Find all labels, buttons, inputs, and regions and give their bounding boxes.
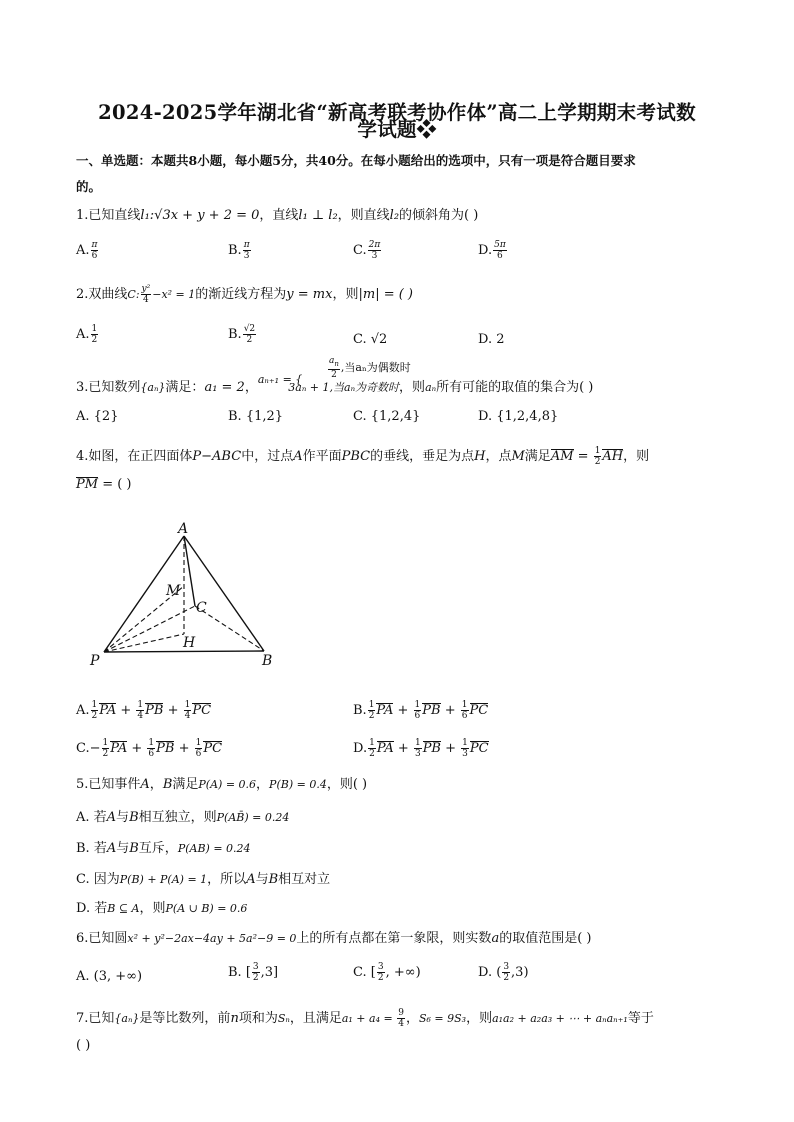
q4-c-c1-num: 1 — [102, 738, 109, 748]
q5-c-4: A — [246, 872, 256, 887]
q5-c-5: 与 — [255, 872, 269, 887]
q3-text-1: 3.已知数列 — [76, 380, 141, 395]
q5-d-2: B ⊆ A — [107, 902, 140, 915]
q4-a-c1-den: 2 — [91, 711, 98, 721]
q4-b-c1-num: 1 — [368, 700, 375, 710]
q5-option-c[interactable] — [76, 871, 330, 889]
q4-a-v1: PA — [99, 703, 117, 718]
q2-frac-num: y² — [141, 284, 151, 294]
edge-ac — [184, 536, 195, 606]
q5-text-5: ，则( ) — [326, 777, 368, 792]
q4-option-d-label: D. — [353, 741, 368, 756]
q6-c-post: , +∞) — [385, 965, 421, 980]
q1-option-a-den: 6 — [91, 251, 98, 261]
q7-text-6: ，则 — [466, 1011, 493, 1026]
q3-option-d[interactable]: D. {1,2,4,8} — [478, 409, 559, 424]
q4-point-h: H — [474, 449, 486, 464]
q4-half-den: 2 — [594, 457, 601, 467]
question-1 — [76, 207, 478, 225]
q2-option-b-label: B. — [228, 327, 242, 342]
q4-text-3: 作平面 — [302, 449, 342, 464]
q1-option-c-label: C. — [353, 243, 367, 258]
q6-option-b[interactable] — [228, 962, 278, 983]
q4-c-v3: PC — [203, 741, 223, 756]
q2-abs-m: |m| = ( ) — [358, 287, 414, 302]
q5-a-3: 与 — [116, 810, 130, 825]
q2-equation-rest: −x² = 1 — [152, 288, 196, 301]
q5-a-2: A — [106, 810, 117, 825]
q5-event-a: A — [140, 777, 150, 792]
q2-text-2: 的渐近线方程为 — [195, 287, 287, 302]
q4-text-1: 4.如图，在正四面体 — [76, 449, 193, 464]
q3-case-even-num-sub: n — [334, 359, 339, 368]
q7-text-2: 是等比数列，前 — [139, 1011, 231, 1026]
q1-option-b[interactable] — [228, 240, 252, 261]
q4-c-v1: PA — [110, 741, 128, 756]
q2-option-b-den: 2 — [246, 335, 253, 345]
q2-option-b[interactable] — [228, 324, 257, 345]
q5-text-3: 满足 — [172, 777, 199, 792]
q6-c-label: C. — [353, 965, 367, 980]
q7-frac-den: 4 — [398, 1019, 404, 1029]
q3-case-even — [327, 356, 411, 380]
q3-text-4: ，则 — [399, 380, 426, 395]
q4-d-c2-den: 3 — [414, 749, 421, 759]
q3-case-even-den: 2 — [331, 369, 337, 380]
q4-equals: = — [573, 449, 593, 464]
q3-a1: a₁ = 2 — [204, 380, 245, 395]
q2-option-a-den: 2 — [91, 335, 98, 345]
q7-frac-num: 9 — [398, 1008, 404, 1018]
q6-circle-equation: x² + y²−2ax−4ay + 5a²−9 = 0 — [127, 932, 297, 945]
label-a: A — [178, 521, 189, 537]
q5-text-2: ， — [149, 777, 163, 792]
q1-option-a[interactable] — [76, 240, 99, 261]
q6-param-a: a — [491, 931, 500, 946]
q3-text-5: 所有可能的取值的集合为( ) — [436, 380, 594, 395]
q1-text-1: 1.已知直线 — [76, 208, 141, 223]
q4-a-c2-num: 1 — [137, 700, 144, 710]
q6-option-d[interactable] — [478, 962, 529, 983]
q5-b-6: P(AB) = 0.24 — [177, 842, 251, 855]
q4-plane-pbc: PBC — [341, 449, 371, 464]
q5-b-5: 互斥， — [138, 841, 178, 856]
q4-point-m: M — [511, 449, 525, 464]
q5-a-1: A. 若 — [76, 810, 107, 825]
q4-a-c3-den: 4 — [184, 711, 191, 721]
q7-sequence: {aₙ} — [114, 1012, 140, 1025]
q2-frac-den: 4 — [143, 295, 149, 305]
exam-title-line-2-text: 学试题❖ — [357, 118, 437, 141]
label-c: C — [196, 600, 207, 616]
q7-text-5: ， — [405, 1011, 419, 1026]
label-m: M — [166, 583, 181, 599]
question-5 — [76, 776, 367, 794]
q1-option-b-den: 3 — [243, 251, 250, 261]
q4-half-num: 1 — [594, 446, 601, 456]
q5-prob-a: P(A) = 0.6 — [198, 778, 257, 791]
q5-option-a[interactable] — [76, 809, 289, 827]
q2-option-a-num: 1 — [91, 324, 98, 334]
q5-c-2: P(B) + P(A) = 1 — [119, 873, 208, 886]
q4-b-c3-den: 6 — [461, 711, 468, 721]
q6-d-den: 2 — [503, 973, 510, 983]
q4-c-c3-den: 6 — [195, 749, 202, 759]
q1-option-d-label: D. — [478, 243, 493, 258]
q2-asymptote: y = mx — [286, 287, 333, 302]
q1-text-3: ，则直线 — [337, 208, 390, 223]
q5-text-1: 5.已知事件 — [76, 777, 141, 792]
q5-a-5: 相互独立，则 — [138, 810, 217, 825]
q5-event-b: B — [162, 777, 173, 792]
q6-option-a[interactable]: A. (3, +∞) — [76, 969, 143, 984]
q3-an: aₙ — [425, 381, 437, 394]
exam-title-line-2 — [40, 114, 754, 142]
q5-a-4: B — [129, 810, 139, 825]
edge-pb — [104, 651, 264, 652]
q5-c-6: B — [268, 872, 279, 887]
label-p: P — [90, 653, 100, 669]
question-6 — [76, 930, 591, 948]
q3-case-odd: 3aₙ + 1,当aₙ为奇数时 — [288, 381, 400, 394]
edge-ab — [184, 536, 264, 651]
q4-text-8: = ( ) — [98, 477, 132, 492]
q4-option-b[interactable]: B. $\frac{1}{2}$ PA + $\frac{1}{6}$ PB + $\frac{1}{6}$ PC — [353, 700, 489, 721]
q1-line-l2: l₂ — [389, 208, 400, 223]
q4-d-v1: PA — [376, 741, 394, 756]
q4-c-c2-num: 1 — [148, 738, 155, 748]
q5-d-4: P(A ∪ B) = 0.6 — [165, 902, 248, 915]
q4-option-c-sign: − — [89, 741, 101, 756]
q6-c-den: 2 — [377, 973, 384, 983]
q5-d-3: ，则 — [139, 901, 166, 916]
q4-text-5: ，点 — [485, 449, 512, 464]
q6-b-post: ,3] — [260, 965, 279, 980]
q1-perpendicular: l₁ ⊥ l₂ — [298, 208, 338, 223]
q4-c-c2-den: 6 — [148, 749, 155, 759]
q4-d-v2: PB — [422, 741, 441, 756]
q4-a-c1-num: 1 — [91, 700, 98, 710]
q1-option-d-num: 5π — [494, 240, 506, 250]
q5-b-4: B — [129, 841, 139, 856]
q2-option-c[interactable]: C. √2 — [353, 332, 388, 347]
q5-b-2: A — [106, 841, 117, 856]
q6-c-num: 3 — [377, 962, 384, 972]
q4-a-v3: PC — [192, 703, 212, 718]
q4-b-c2-num: 1 — [414, 700, 421, 710]
q6-b-num: 3 — [252, 962, 259, 972]
q4-vector-pm: PM — [76, 477, 99, 492]
q1-option-c-num: 2π — [368, 240, 381, 250]
q3-option-a[interactable]: A. {2} — [76, 409, 119, 424]
q3-case-even-condition: ,当aₙ为偶数时 — [340, 360, 411, 374]
question-7-continued: ( ) — [76, 1038, 91, 1053]
q5-d-1: D. 若 — [76, 901, 108, 916]
q5-prob-b: P(B) = 0.4 — [269, 778, 327, 791]
q4-b-v1: PA — [376, 703, 394, 718]
q4-tetrahedron: P−ABC — [192, 449, 242, 464]
q2-text-3: ，则 — [332, 287, 359, 302]
q6-text-3: 的取值范围是( ) — [499, 931, 592, 946]
q2-curve-name: C: — [127, 288, 140, 301]
q4-text-7: ，则 — [623, 449, 650, 464]
q6-d-post: ,3) — [511, 965, 529, 980]
q4-d-v3: PC — [469, 741, 489, 756]
q4-b-v2: PB — [422, 703, 441, 718]
q7-text-7: 等于 — [627, 1011, 654, 1026]
q4-d-c1-den: 2 — [369, 749, 375, 759]
q1-line-l1-equation: l₁:√3x + y + 2 = 0 — [140, 208, 260, 223]
q6-b-pre: [ — [245, 965, 251, 980]
q3-option-b[interactable]: B. {1,2} — [228, 409, 284, 424]
q6-d-label: D. — [478, 965, 493, 980]
q4-a-c2-den: 4 — [137, 711, 144, 721]
question-4-continued — [76, 476, 132, 494]
q6-option-c[interactable] — [353, 962, 421, 983]
q4-vector-am: AM — [550, 449, 574, 464]
q3-option-c[interactable]: C. {1,2,4} — [353, 409, 421, 424]
question-2 — [76, 284, 413, 305]
q7-sum: a₁ + a₄ = — [341, 1012, 397, 1025]
q6-c-pre: [ — [370, 965, 376, 980]
q7-text-1: 7.已知 — [76, 1011, 115, 1026]
q5-option-b[interactable] — [76, 840, 251, 858]
q7-s6: S₆ = 9S₃ — [418, 1012, 467, 1025]
q2-option-a-label: A. — [76, 327, 90, 342]
q4-d-c1-num: 1 — [369, 738, 375, 748]
q6-b-label: B. — [228, 965, 242, 980]
exam-title-line-1: 2024-2025学年湖北省“新高考联考协作体”高二上学期期末考试数 — [98, 101, 696, 124]
edge-pc-hidden — [104, 606, 195, 652]
q4-text-4: 的垂线，垂足为点 — [370, 449, 475, 464]
q5-c-1: C. 因为 — [76, 872, 120, 887]
question-3 — [76, 373, 594, 397]
q4-c-v2: PB — [156, 741, 175, 756]
question-4 — [76, 446, 649, 467]
section-heading-continued: 的。 — [76, 179, 102, 194]
q2-option-a[interactable] — [76, 324, 99, 345]
q4-b-c1-den: 2 — [368, 711, 375, 721]
q4-text-2: 中，过点 — [241, 449, 294, 464]
q1-option-c[interactable] — [353, 240, 382, 261]
q4-d-c3-num: 1 — [462, 738, 468, 748]
q5-text-4: ， — [256, 777, 270, 792]
q6-text-1: 6.已知圆 — [76, 931, 128, 946]
q4-option-c-label: C. — [76, 741, 90, 756]
q4-a-c3-num: 1 — [184, 700, 191, 710]
q4-d-c2-num: 1 — [414, 738, 421, 748]
q4-option-b-label: B. — [353, 703, 367, 718]
q3-case-even-num: a — [329, 356, 335, 366]
q6-d-pre: ( — [496, 965, 502, 980]
q3-text-3: ， — [244, 380, 258, 395]
q4-option-d[interactable]: D. $\frac{1}{2}$ PA + $\frac{1}{3}$ PB + $\frac{1}{3}$ PC — [353, 738, 489, 759]
q3-sequence: {aₙ} — [140, 381, 166, 394]
q7-expression: a₁a₂ + a₂a₃ + ⋯ + aₙaₙ₊₁ — [492, 1012, 628, 1025]
q1-option-b-num: π — [243, 240, 250, 250]
q4-b-c2-den: 6 — [414, 711, 421, 721]
q2-text-1: 2.双曲线 — [76, 287, 128, 302]
q2-option-d[interactable]: D. 2 — [478, 332, 505, 347]
q4-point-a: A — [293, 449, 303, 464]
q6-text-2: 上的所有点都在第一象限，则实数 — [296, 931, 492, 946]
q5-a-6: P(AB̄) = 0.24 — [216, 811, 290, 824]
q4-option-a-label: A. — [76, 703, 90, 718]
q1-text-2: ，直线 — [259, 208, 299, 223]
q6-d-num: 3 — [503, 962, 510, 972]
q4-c-c3-num: 1 — [195, 738, 202, 748]
q5-c-7: 相互对立 — [278, 872, 331, 887]
question-7 — [76, 1008, 654, 1029]
q7-sn: Sₙ — [277, 1012, 290, 1025]
q1-option-d[interactable] — [478, 240, 508, 261]
q3-text-2: 满足： — [165, 380, 205, 395]
q4-b-v3: PC — [469, 703, 489, 718]
q4-option-c[interactable]: C.− $\frac{1}{2}$ PA + $\frac{1}{6}$ PB + $\frac{1}{6}$ PC — [76, 738, 223, 759]
q5-b-1: B. 若 — [76, 841, 107, 856]
q3-recurrence: aₙ₊₁ = { — [257, 373, 303, 386]
q1-option-c-den: 3 — [371, 251, 378, 261]
q4-a-v2: PB — [145, 703, 164, 718]
label-b: B — [262, 653, 273, 669]
section-heading: 一、单选题：本题共8小题，每小题5分，共40分。在每小题给出的选项中，只有一项是符合题目要求 — [76, 153, 636, 168]
q4-vector-ah: AH — [602, 449, 624, 464]
q5-b-3: 与 — [116, 841, 130, 856]
tetrahedron-figure — [86, 518, 286, 670]
q7-text-4: ，且满足 — [289, 1011, 342, 1026]
segment-ph — [104, 634, 184, 652]
q7-n: n — [230, 1011, 239, 1026]
q2-option-b-num: √2 — [243, 324, 256, 334]
q1-option-a-label: A. — [76, 243, 90, 258]
q4-d-c3-den: 3 — [462, 749, 468, 759]
q1-option-b-label: B. — [228, 243, 242, 258]
q4-option-a[interactable]: A. $\frac{1}{2}$ PA + $\frac{1}{4}$ PB + $\frac{1}{4}$ PC — [76, 700, 212, 721]
q1-option-d-den: 6 — [497, 251, 503, 261]
q5-option-d[interactable] — [76, 900, 247, 918]
q4-b-c3-num: 1 — [461, 700, 468, 710]
q6-b-den: 2 — [252, 973, 259, 983]
q4-text-6: 满足 — [524, 449, 551, 464]
q5-c-3: ，所以 — [207, 872, 247, 887]
q4-c-c1-den: 2 — [102, 749, 109, 759]
label-h: H — [183, 635, 196, 651]
q1-option-a-num: π — [91, 240, 98, 250]
q1-text-4: 的倾斜角为( ) — [399, 208, 479, 223]
q7-text-3: 项和为 — [238, 1011, 278, 1026]
